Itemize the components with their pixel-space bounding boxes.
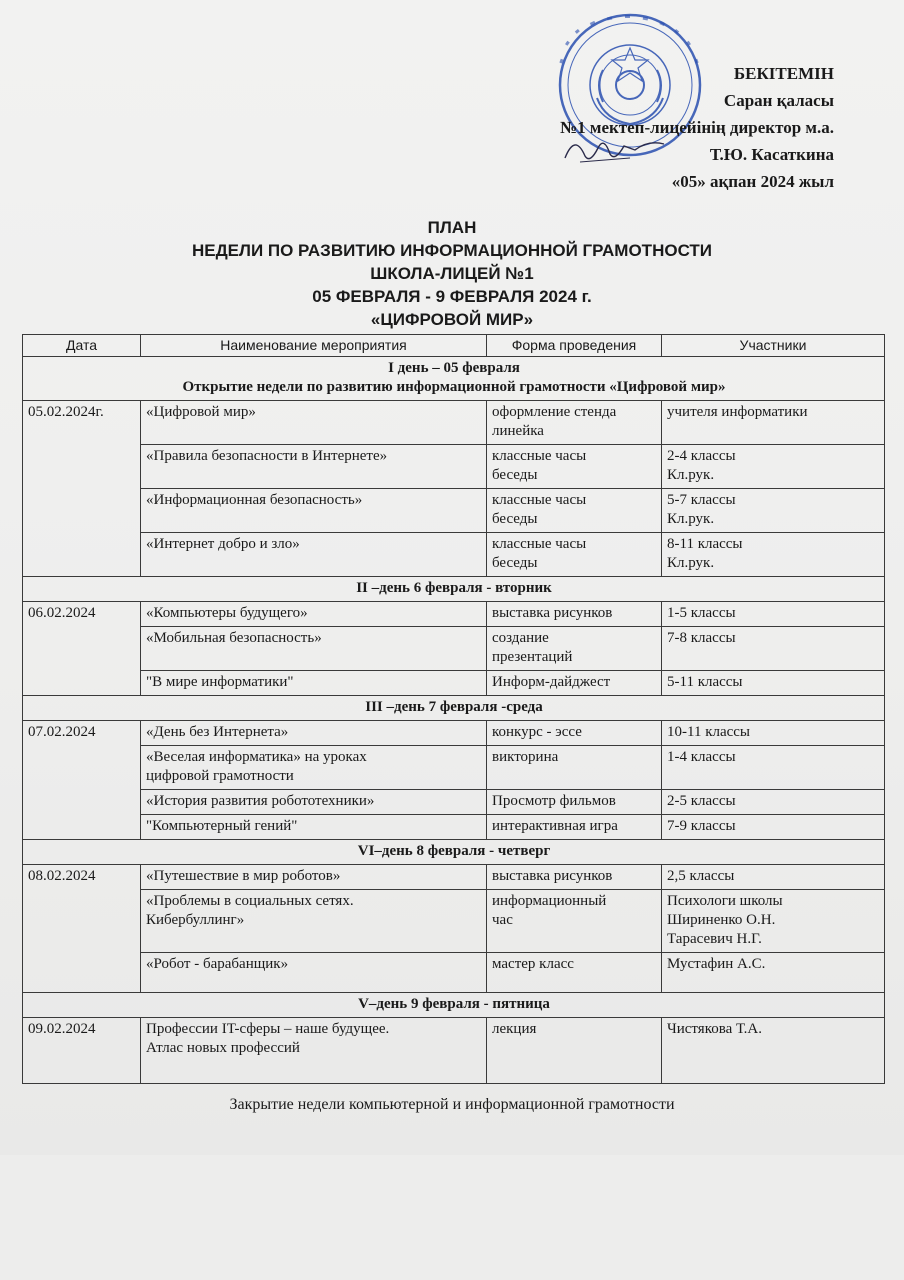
table-row (23, 627, 885, 671)
event-name: «Веселая информатика» на уроках цифровой грамотности (141, 746, 487, 790)
plan-table (22, 334, 885, 1084)
event-participants: 2-5 классы (662, 790, 885, 815)
day3-heading: III –день 7 февраля -среда (23, 696, 885, 721)
table-row (23, 671, 885, 696)
table-row (23, 790, 885, 815)
event-name: «Интернет добро и зло» (141, 533, 487, 577)
title-dates: 05 ФЕВРАЛЯ - 9 ФЕВРАЛЯ 2024 г. (312, 287, 592, 306)
table-row (23, 489, 885, 533)
event-form: информационный час (487, 890, 662, 953)
date-cell: 07.02.2024 (23, 721, 141, 840)
title-theme: «ЦИФРОВОЙ МИР» (370, 310, 534, 329)
event-form: интерактивная игра (487, 815, 662, 840)
header-form: Форма проведения (487, 335, 662, 357)
event-participants: 5-7 классы Кл.рук. (662, 489, 885, 533)
header-date: Дата (23, 335, 141, 357)
event-form: мастер класс (487, 953, 662, 993)
event-form: классные часы беседы (487, 533, 662, 577)
day4-heading: VI–день 8 февраля - четверг (23, 840, 885, 865)
event-form: выставка рисунков (487, 865, 662, 890)
event-form: лекция (487, 1018, 662, 1084)
event-name: "Компьютерный гений" (141, 815, 487, 840)
event-participants: 1-4 классы (662, 746, 885, 790)
event-participants: учителя информатики (662, 401, 885, 445)
approval-block (560, 60, 834, 195)
event-participants: Психологи школы Шириненко О.Н. Тарасевич Н.Г. (662, 890, 885, 953)
date-cell: 06.02.2024 (23, 602, 141, 696)
event-participants: 2,5 классы (662, 865, 885, 890)
event-name: Профессии IT-сферы – наше будущее. Атлас новых профессий (141, 1018, 487, 1084)
date-cell: 09.02.2024 (23, 1018, 141, 1084)
table-row (23, 953, 885, 993)
event-name: «Компьютеры будущего» (141, 602, 487, 627)
event-name: «Робот - барабанщик» (141, 953, 487, 993)
day5-heading: V–день 9 февраля - пятница (23, 993, 885, 1018)
table-row (23, 865, 885, 890)
header-event: Наименование мероприятия (141, 335, 487, 357)
event-participants: 10-11 классы (662, 721, 885, 746)
event-participants: Чистякова Т.А. (662, 1018, 885, 1084)
table-row (23, 746, 885, 790)
approval-line-position: №1 мектеп-лицейінің директор м.а. (560, 118, 834, 137)
event-name: «Правила безопасности в Интернете» (141, 445, 487, 489)
event-name: «Цифровой мир» (141, 401, 487, 445)
event-participants: 1-5 классы (662, 602, 885, 627)
event-participants: 2-4 классы Кл.рук. (662, 445, 885, 489)
event-form: классные часы беседы (487, 489, 662, 533)
day-heading (23, 357, 885, 401)
event-name: «Путешествие в мир роботов» (141, 865, 487, 890)
table-row (23, 445, 885, 489)
approval-line-date: «05» ақпан 2024 жыл (671, 172, 834, 191)
approval-line-approve: БЕКІТЕМІН (733, 64, 834, 83)
document-title (0, 216, 904, 331)
day-heading-row (23, 993, 885, 1018)
table-row (23, 401, 885, 445)
event-name: «Мобильная безопасность» (141, 627, 487, 671)
event-form: выставка рисунков (487, 602, 662, 627)
event-name: «Проблемы в социальных сетях. Кибербуллинг» (141, 890, 487, 953)
background-surface (0, 1155, 904, 1280)
date-cell: 05.02.2024г. (23, 401, 141, 577)
event-name: «Информационная безопасность» (141, 489, 487, 533)
event-form: Информ-дайджест (487, 671, 662, 696)
event-name: «История развития робототехники» (141, 790, 487, 815)
day-heading-row (23, 357, 885, 401)
event-name: "В мире информатики" (141, 671, 487, 696)
table-row (23, 533, 885, 577)
event-participants: 5-11 классы (662, 671, 885, 696)
header-participants: Участники (662, 335, 885, 357)
closing-note: Закрытие недели компьютерной и информационной грамотности (229, 1096, 675, 1113)
title-plan: ПЛАН (427, 218, 477, 237)
date-cell: 08.02.2024 (23, 865, 141, 993)
day2-heading: II –день 6 февраля - вторник (23, 577, 885, 602)
title-school: ШКОЛА-ЛИЦЕЙ №1 (370, 264, 534, 283)
event-form: оформление стенда линейка (487, 401, 662, 445)
event-name: «День без Интернета» (141, 721, 487, 746)
table-row (23, 815, 885, 840)
table-row (23, 721, 885, 746)
event-form: конкурс - эссе (487, 721, 662, 746)
approval-line-city: Саран қаласы (723, 91, 834, 110)
event-participants: Мустафин А.С. (662, 953, 885, 993)
approval-line-name: Т.Ю. Касаткина (709, 145, 834, 164)
title-week: НЕДЕЛИ ПО РАЗВИТИЮ ИНФОРМАЦИОННОЙ ГРАМОТНОСТИ (191, 241, 713, 260)
table-row (23, 602, 885, 627)
event-form: классные часы беседы (487, 445, 662, 489)
event-participants: 8-11 классы Кл.рук. (662, 533, 885, 577)
table-row (23, 890, 885, 953)
event-form: викторина (487, 746, 662, 790)
event-form: создание презентаций (487, 627, 662, 671)
table-header-row (23, 335, 885, 357)
day-heading-row (23, 577, 885, 602)
table-row (23, 1018, 885, 1084)
event-form: Просмотр фильмов (487, 790, 662, 815)
day-heading-row (23, 696, 885, 721)
day1-heading: I день – 05 февраля (388, 360, 520, 376)
event-participants: 7-8 классы (662, 627, 885, 671)
event-participants: 7-9 классы (662, 815, 885, 840)
day1-subheading: Открытие недели по развитию информационной грамотности «Цифровой мир» (182, 379, 726, 395)
day-heading-row (23, 840, 885, 865)
